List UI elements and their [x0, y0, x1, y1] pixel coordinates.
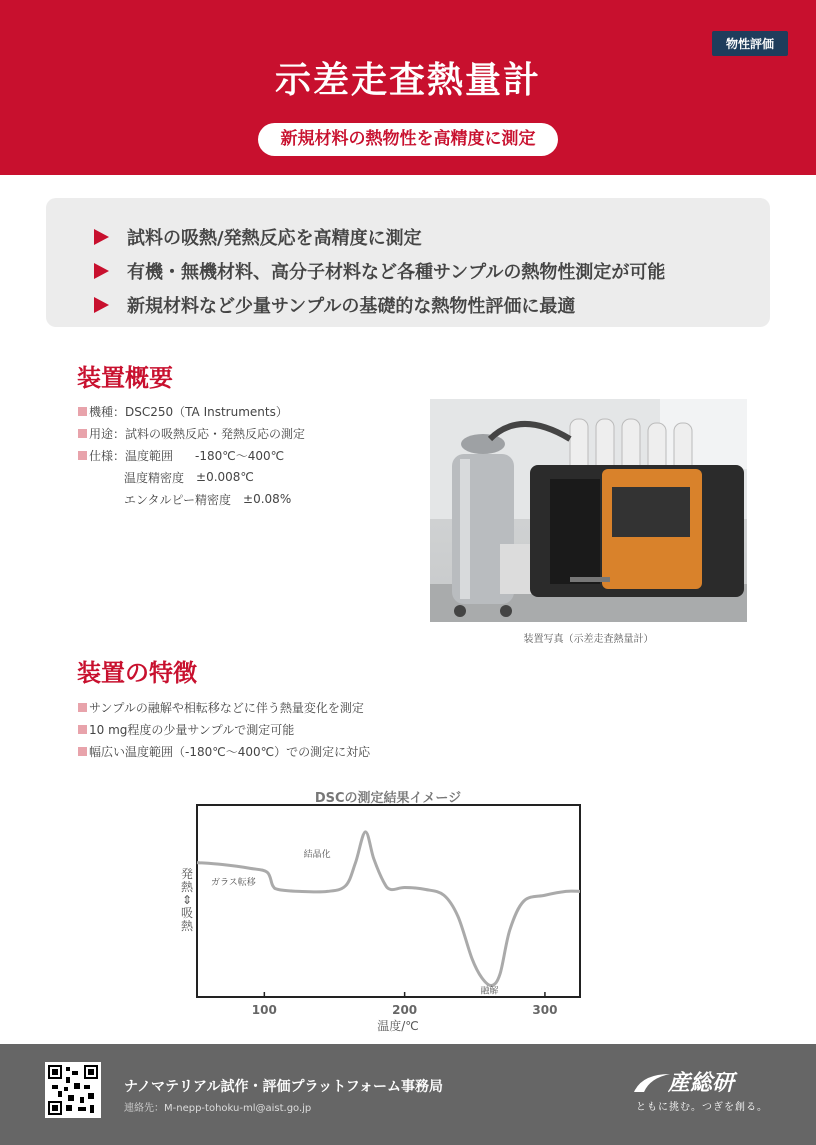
highlight-text: 試料の吸熱/発熱反応を高精度に測定	[127, 228, 422, 249]
spec-purpose	[78, 422, 305, 444]
annotation-crystallization: 結晶化	[303, 849, 331, 860]
overview-heading: 装置概要	[77, 364, 173, 392]
y-axis-label	[181, 867, 194, 933]
triangle-bullet-icon	[94, 229, 109, 245]
triangle-bullet-icon	[94, 263, 109, 279]
square-bullet-icon	[78, 725, 87, 734]
y-axis-label-char: ⇕	[181, 893, 193, 907]
square-bullet-icon	[78, 451, 87, 460]
dsc-chart	[170, 800, 600, 1040]
highlights-box	[46, 198, 770, 327]
square-bullet-icon	[78, 703, 87, 712]
footer	[0, 1044, 816, 1145]
spec-temp-range	[78, 444, 305, 466]
highlight-text: 有機・無機材料、高分子材料など各種サンプルの熱物性測定が可能	[127, 262, 666, 283]
triangle-bullet-icon	[94, 297, 109, 313]
spec-enthalpy-value: ±0.08%	[243, 492, 292, 506]
page-title: 示差走査熱量計	[274, 60, 541, 101]
spec-model	[78, 400, 305, 422]
aist-logo-icon	[632, 1070, 672, 1094]
square-bullet-icon	[78, 747, 87, 756]
x-axis-ticks	[252, 992, 558, 1017]
spec-enthalpy	[78, 488, 305, 510]
header-banner	[0, 0, 816, 175]
highlight-item	[94, 288, 770, 322]
features-heading: 装置の特徴	[77, 659, 197, 687]
feature-item	[78, 740, 370, 762]
spec-list	[78, 400, 305, 510]
x-axis-label: 温度/℃	[377, 1019, 419, 1033]
feature-text: 10 mg程度の少量サンプルで測定可能	[89, 722, 295, 737]
page-subtitle: 新規材料の熱物性を高精度に測定	[258, 123, 558, 156]
x-tick-label: 300	[532, 1003, 558, 1017]
chart-title: DSCの測定結果イメージ	[314, 791, 462, 806]
spec-enthalpy-label: エンタルピー精密度	[124, 492, 232, 507]
y-axis-label-char: 発	[180, 867, 194, 881]
spec-purpose-text: 用途：試料の吸熱反応・発熱反応の測定	[89, 426, 306, 441]
features-list	[78, 696, 370, 762]
annotation-glass-transition: ガラス転移	[211, 877, 256, 888]
qr-code-icon[interactable]	[45, 1062, 101, 1118]
feature-text: 幅広い温度範囲（-180℃～400℃）での測定に対応	[89, 744, 371, 759]
spec-temp-range-value: -180℃～400℃	[195, 448, 285, 463]
x-tick-label: 200	[392, 1003, 418, 1017]
logo-tagline: ともに挑む。つぎを創る。	[636, 1102, 768, 1113]
spec-accuracy	[78, 466, 305, 488]
feature-item	[78, 718, 370, 740]
footer-office-name: ナノマテリアル試作・評価プラットフォーム事務局	[124, 1079, 444, 1095]
footer-contact[interactable]: 連絡先：M-nepp-tohoku-ml@aist.go.jp	[124, 1103, 312, 1114]
spec-label: 仕様：温度範囲	[89, 448, 174, 463]
square-bullet-icon	[78, 429, 87, 438]
dsc-curve	[197, 832, 580, 986]
feature-item	[78, 696, 370, 718]
spec-accuracy-value: ±0.008℃	[196, 470, 254, 484]
y-axis-label-char: 熱	[180, 880, 194, 894]
category-badge: 物性評価	[712, 31, 788, 56]
highlight-item	[94, 254, 770, 288]
highlight-item	[94, 220, 770, 254]
square-bullet-icon	[78, 407, 87, 416]
aist-logo: 産総研	[668, 1071, 735, 1096]
annotation-melting: 融解	[480, 986, 499, 997]
spec-model-text: 機種：DSC250（TA Instruments）	[89, 404, 288, 419]
y-axis-label-char: 熱	[180, 919, 194, 933]
spec-accuracy-label: 温度精密度	[124, 470, 185, 485]
x-tick-label: 100	[251, 1003, 277, 1017]
photo-caption: 装置写真（示差走査熱量計）	[523, 634, 654, 645]
feature-text: サンプルの融解や相転移などに伴う熱量変化を測定	[89, 700, 364, 715]
y-axis-label-char: 吸	[180, 906, 194, 920]
instrument-photo	[430, 399, 747, 622]
highlight-text: 新規材料など少量サンプルの基礎的な熱物性評価に最適	[127, 296, 576, 317]
instrument-photo-illustration	[430, 399, 747, 622]
